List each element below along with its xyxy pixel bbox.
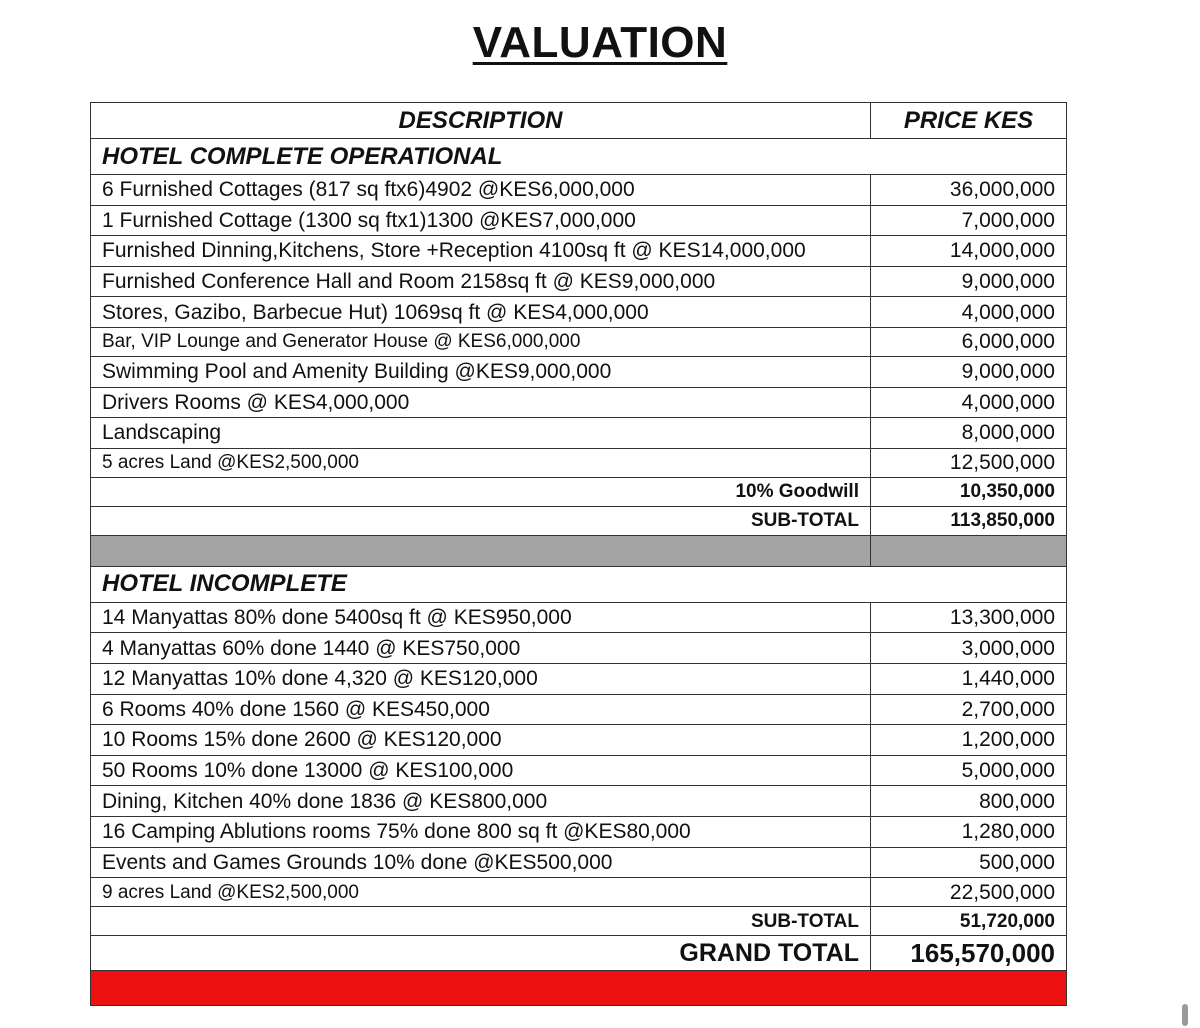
row-description: Landscaping xyxy=(91,418,871,449)
table-row xyxy=(91,297,1067,328)
row-description: Drivers Rooms @ KES4,000,000 xyxy=(91,387,871,418)
section-title-row xyxy=(91,139,1067,175)
row-price: 9,000,000 xyxy=(871,266,1067,297)
row-price: 1,280,000 xyxy=(871,816,1067,847)
grand-total-row xyxy=(91,936,1067,971)
goodwill-row xyxy=(91,477,1067,506)
row-description: 16 Camping Ablutions rooms 75% done 800 sq ft @KES80,000 xyxy=(91,816,871,847)
row-price: 36,000,000 xyxy=(871,175,1067,206)
table-header-row xyxy=(91,103,1067,139)
section-title-row xyxy=(91,566,1067,602)
subtotal-label-1: SUB-TOTAL xyxy=(91,506,871,535)
row-description: 9 acres Land @KES2,500,000 xyxy=(91,878,871,907)
subtotal-value-2: 51,720,000 xyxy=(871,907,1067,936)
row-price: 6,000,000 xyxy=(871,327,1067,356)
row-price: 13,300,000 xyxy=(871,602,1067,633)
row-price: 8,000,000 xyxy=(871,418,1067,449)
table-row xyxy=(91,602,1067,633)
table-row xyxy=(91,327,1067,356)
page-title xyxy=(0,18,1200,68)
title-text: VALUATION xyxy=(472,18,728,67)
row-description: 10 Rooms 15% done 2600 @ KES120,000 xyxy=(91,725,871,756)
grey-separator-right xyxy=(871,535,1067,566)
section2-title: HOTEL INCOMPLETE xyxy=(91,566,1067,602)
table-row xyxy=(91,786,1067,817)
row-price: 2,700,000 xyxy=(871,694,1067,725)
table-row xyxy=(91,816,1067,847)
row-description: 12 Manyattas 10% done 4,320 @ KES120,000 xyxy=(91,663,871,694)
goodwill-value: 10,350,000 xyxy=(871,477,1067,506)
subtotal-row-1 xyxy=(91,506,1067,535)
row-description: 6 Furnished Cottages (817 sq ftx6)4902 @KES6,000,000 xyxy=(91,175,871,206)
valuation-table xyxy=(90,102,1067,1006)
table-row xyxy=(91,694,1067,725)
table-row xyxy=(91,725,1067,756)
row-price: 12,500,000 xyxy=(871,448,1067,477)
row-description: 6 Rooms 40% done 1560 @ KES450,000 xyxy=(91,694,871,725)
row-description: 4 Manyattas 60% done 1440 @ KES750,000 xyxy=(91,633,871,664)
grey-separator-left xyxy=(91,535,871,566)
row-description: Swimming Pool and Amenity Building @KES9,000,000 xyxy=(91,356,871,387)
row-price: 9,000,000 xyxy=(871,356,1067,387)
row-description: Dining, Kitchen 40% done 1836 @ KES800,000 xyxy=(91,786,871,817)
description-header: DESCRIPTION xyxy=(91,103,871,139)
table-row xyxy=(91,878,1067,907)
row-description: Furnished Dinning,Kitchens, Store +Reception 4100sq ft @ KES14,000,000 xyxy=(91,236,871,267)
grand-total-label: GRAND TOTAL xyxy=(91,936,871,971)
table-row xyxy=(91,205,1067,236)
row-price: 500,000 xyxy=(871,847,1067,878)
row-price: 14,000,000 xyxy=(871,236,1067,267)
row-description: 5 acres Land @KES2,500,000 xyxy=(91,448,871,477)
table-row xyxy=(91,356,1067,387)
scrollbar-thumb[interactable] xyxy=(1182,1004,1188,1026)
row-price: 7,000,000 xyxy=(871,205,1067,236)
red-footer-bar xyxy=(91,971,1067,1006)
row-price: 1,200,000 xyxy=(871,725,1067,756)
table-row xyxy=(91,755,1067,786)
row-description: Stores, Gazibo, Barbecue Hut) 1069sq ft @ KES4,000,000 xyxy=(91,297,871,328)
row-price: 4,000,000 xyxy=(871,297,1067,328)
table-row xyxy=(91,448,1067,477)
section2-rows xyxy=(91,602,1067,906)
row-price: 1,440,000 xyxy=(871,663,1067,694)
red-footer-cell xyxy=(91,971,1067,1006)
subtotal-value-1: 113,850,000 xyxy=(871,506,1067,535)
subtotal-row-2 xyxy=(91,907,1067,936)
grey-separator-row xyxy=(91,535,1067,566)
row-description: 1 Furnished Cottage (1300 sq ftx1)1300 @KES7,000,000 xyxy=(91,205,871,236)
row-description: Events and Games Grounds 10% done @KES500,000 xyxy=(91,847,871,878)
row-description: Furnished Conference Hall and Room 2158sq ft @ KES9,000,000 xyxy=(91,266,871,297)
table-row xyxy=(91,266,1067,297)
row-price: 22,500,000 xyxy=(871,878,1067,907)
table-row xyxy=(91,175,1067,206)
section1-rows xyxy=(91,175,1067,478)
table-row xyxy=(91,387,1067,418)
section1-title: HOTEL COMPLETE OPERATIONAL xyxy=(91,139,1067,175)
table-row xyxy=(91,633,1067,664)
table-row xyxy=(91,418,1067,449)
goodwill-label: 10% Goodwill xyxy=(91,477,871,506)
row-price: 5,000,000 xyxy=(871,755,1067,786)
table-row xyxy=(91,663,1067,694)
row-description: 14 Manyattas 80% done 5400sq ft @ KES950,000 xyxy=(91,602,871,633)
row-price: 4,000,000 xyxy=(871,387,1067,418)
subtotal-label-2: SUB-TOTAL xyxy=(91,907,871,936)
row-description: Bar, VIP Lounge and Generator House @ KES6,000,000 xyxy=(91,327,871,356)
row-description: 50 Rooms 10% done 13000 @ KES100,000 xyxy=(91,755,871,786)
table-row xyxy=(91,847,1067,878)
grand-total-value: 165,570,000 xyxy=(871,936,1067,971)
row-price: 800,000 xyxy=(871,786,1067,817)
table-row xyxy=(91,236,1067,267)
price-header: PRICE KES xyxy=(871,103,1067,139)
row-price: 3,000,000 xyxy=(871,633,1067,664)
